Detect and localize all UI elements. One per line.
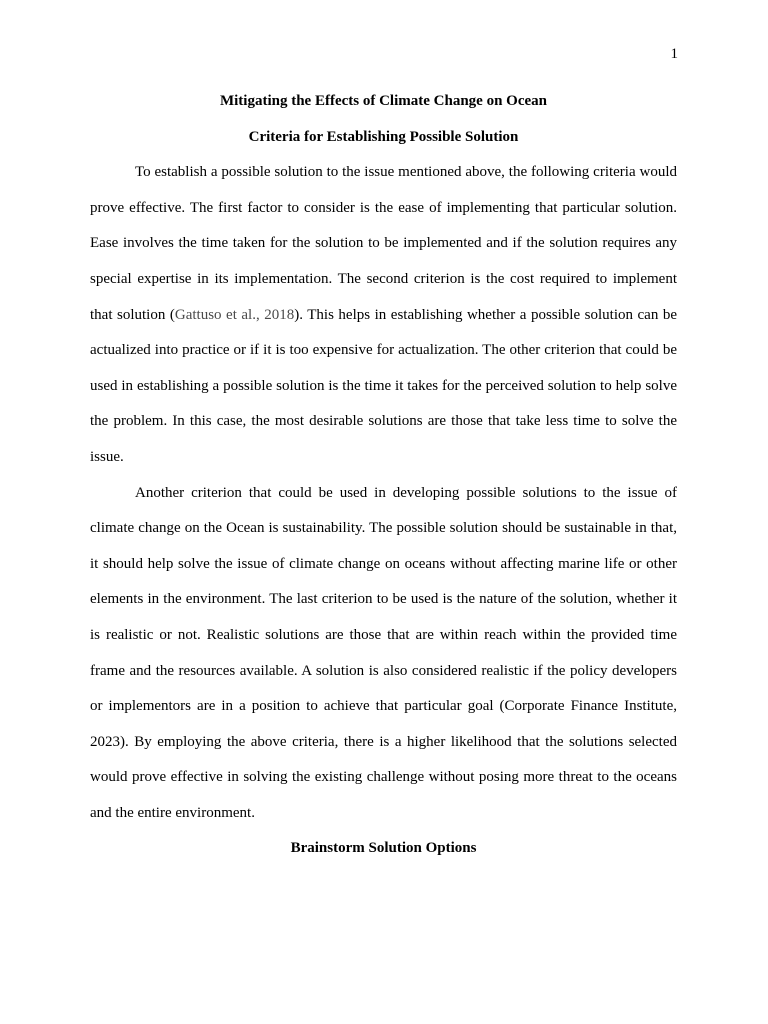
section-heading-criteria: Criteria for Establishing Possible Solution xyxy=(248,128,519,145)
document-title: Mitigating the Effects of Climate Change on Ocean xyxy=(219,93,548,109)
citation-link[interactable]: Gattuso et al., 2018 xyxy=(174,306,295,323)
paragraph-sustainability: Another criterion that could be used in developing possible solutions to the issue of climate change on the Ocean is sustainability. The possible solution should be sustainable in that, it should help solve the issue of climate change on oceans without affecting marine life or other elements in the environment. The last criterion to be used is the nature of the solution, whether it is realistic or not. Realistic solutions are those that are within reach within the provided time frame and the resources available. A solution is also considered realistic if the policy developers or implementors are in a position to achieve that particular goal (Corporate Finance Institute, 2023). By employing the above criteria, there is a higher likelihood that the solutions selected would prove effective in solving the existing challenge without posing more threat to the oceans and the entire environment. xyxy=(90,484,677,821)
page-number: 1 xyxy=(670,46,678,62)
paragraph-text: To establish a possible solution to the issue mentioned above, the following criteria would prove effective. The first factor to consider is the ease of implementing that particular solution. Ease involves the time taken for the solution to be implemented and if the solution requires any special expertise in its implementation. The second criterion is the cost required to implement that solution ( xyxy=(90,164,677,323)
document-body xyxy=(90,84,677,867)
paragraph-criteria-intro xyxy=(90,155,677,475)
paragraph-text: ). This helps in establishing whether a possible solution can be actualized into practice or if it is too expensive for actualization. The other criterion that could be used in establishing a possible solution is the time it takes for the perceived solution to help solve the problem. In this case, the most desirable solutions are those that take less time to solve the issue. xyxy=(90,306,677,465)
section-heading-brainstorm: Brainstorm Solution Options xyxy=(290,840,477,857)
